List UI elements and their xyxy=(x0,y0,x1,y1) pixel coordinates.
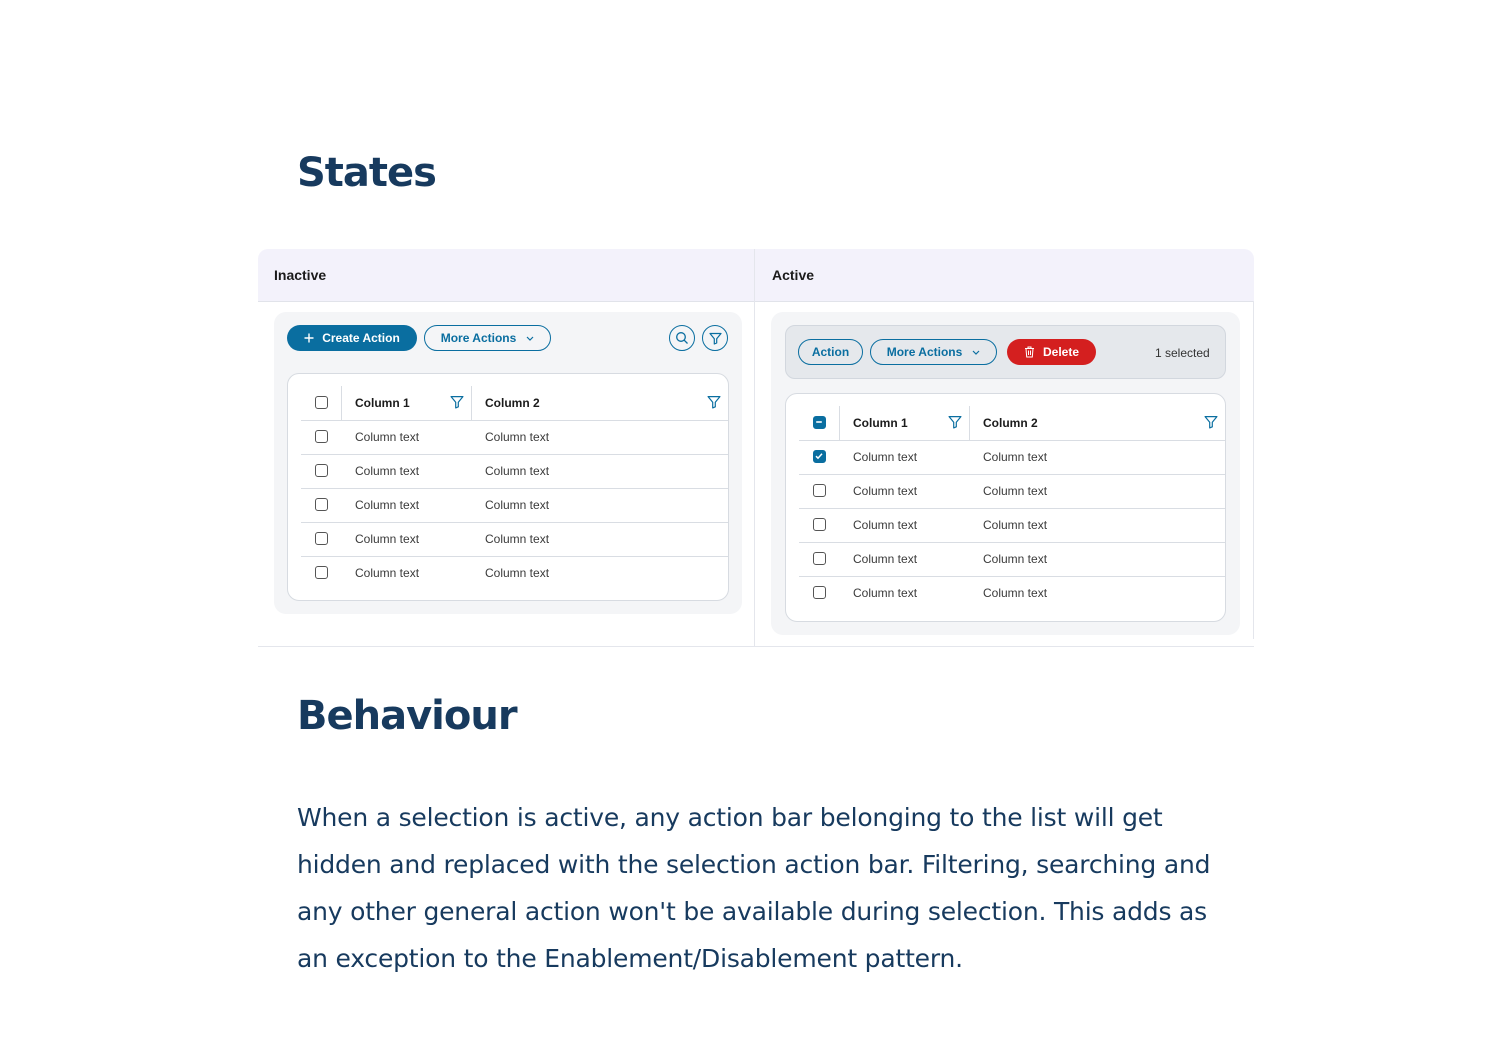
active-column-label: Active xyxy=(772,267,815,283)
select-all-checkbox[interactable] xyxy=(813,416,826,429)
states-heading: States xyxy=(297,150,436,196)
delete-button[interactable] xyxy=(1007,339,1096,365)
column-1-filter-icon[interactable] xyxy=(948,415,962,429)
delete-label: Delete xyxy=(1042,345,1080,359)
inactive-example-panel xyxy=(274,312,742,614)
more-actions-button[interactable] xyxy=(870,339,997,365)
column-1-header: Column 1 xyxy=(853,416,908,430)
selected-count: 1 selected xyxy=(1155,346,1210,360)
more-actions-label: More Actions xyxy=(886,345,963,359)
cell-column-2: Column text xyxy=(983,586,1048,600)
cell-column-1: Column text xyxy=(355,498,420,512)
active-data-table xyxy=(785,393,1226,622)
table-row[interactable] xyxy=(799,542,1225,577)
table-header-row xyxy=(301,386,728,421)
header-separator xyxy=(839,406,840,440)
active-example-panel xyxy=(771,312,1240,635)
cell-column-2: Column text xyxy=(983,518,1048,532)
column-1-header: Column 1 xyxy=(355,396,410,410)
row-checkbox[interactable] xyxy=(315,430,328,443)
column-2-filter-icon[interactable] xyxy=(1204,415,1218,429)
cell-column-1: Column text xyxy=(355,464,420,478)
states-comparison-table xyxy=(258,249,1254,647)
selection-action-bar xyxy=(785,325,1226,379)
behaviour-heading: Behaviour xyxy=(297,693,517,739)
select-all-checkbox[interactable] xyxy=(315,396,328,409)
cell-column-2: Column text xyxy=(983,450,1048,464)
filter-icon xyxy=(709,332,722,345)
cell-column-1: Column text xyxy=(853,586,918,600)
table-row[interactable] xyxy=(301,454,728,489)
action-label: Action xyxy=(811,345,850,359)
behaviour-description: When a selection is active, any action bar belonging to the list will get hidden and replaced with the selection action bar. Filtering, searching and any other general action won't be available during selection. This adds as an exception to the Enablement/Disablement pattern. xyxy=(297,803,1211,973)
table-row[interactable] xyxy=(301,556,728,590)
row-checkbox[interactable] xyxy=(315,498,328,511)
table-row[interactable] xyxy=(799,474,1225,509)
cell-column-1: Column text xyxy=(853,450,918,464)
cell-column-1: Column text xyxy=(853,518,918,532)
chevron-down-icon xyxy=(526,336,534,341)
cell-column-2: Column text xyxy=(983,552,1048,566)
column-1-filter-icon[interactable] xyxy=(450,395,464,409)
search-icon xyxy=(675,331,689,345)
cell-column-2: Column text xyxy=(485,566,550,580)
inactive-column-label: Inactive xyxy=(274,267,327,283)
cell-column-1: Column text xyxy=(853,552,918,566)
action-button[interactable] xyxy=(798,339,863,365)
column-divider xyxy=(754,249,755,646)
cell-column-1: Column text xyxy=(355,566,420,580)
cell-column-1: Column text xyxy=(853,484,918,498)
column-2-filter-icon[interactable] xyxy=(707,395,721,409)
create-action-button[interactable] xyxy=(287,325,417,351)
row-checkbox[interactable] xyxy=(813,552,826,565)
create-action-label: Create Action xyxy=(322,331,400,345)
header-separator xyxy=(471,386,472,420)
trash-icon xyxy=(1024,346,1035,358)
right-edge-divider xyxy=(1253,301,1254,639)
search-button[interactable] xyxy=(669,325,695,351)
filter-button[interactable] xyxy=(702,325,728,351)
table-row[interactable] xyxy=(301,488,728,523)
cell-column-2: Column text xyxy=(485,532,550,546)
table-row[interactable] xyxy=(301,420,728,455)
cell-column-2: Column text xyxy=(485,430,550,444)
row-checkbox[interactable] xyxy=(315,566,328,579)
states-table-header xyxy=(258,249,1254,302)
header-separator xyxy=(341,386,342,420)
chevron-down-icon xyxy=(972,350,980,355)
plus-icon xyxy=(304,333,314,343)
cell-column-1: Column text xyxy=(355,532,420,546)
row-checkbox[interactable] xyxy=(813,518,826,531)
cell-column-2: Column text xyxy=(485,464,550,478)
row-checkbox[interactable] xyxy=(813,450,826,463)
row-checkbox[interactable] xyxy=(813,484,826,497)
row-checkbox[interactable] xyxy=(315,532,328,545)
cell-column-2: Column text xyxy=(485,498,550,512)
row-checkbox[interactable] xyxy=(813,586,826,599)
cell-column-2: Column text xyxy=(983,484,1048,498)
table-row[interactable] xyxy=(799,576,1225,610)
column-2-header: Column 2 xyxy=(485,396,540,410)
header-separator xyxy=(969,406,970,440)
more-actions-label: More Actions xyxy=(440,331,517,345)
column-2-header: Column 2 xyxy=(983,416,1038,430)
table-row[interactable] xyxy=(799,440,1225,475)
table-row[interactable] xyxy=(799,508,1225,543)
table-row[interactable] xyxy=(301,522,728,557)
table-header-row xyxy=(799,406,1225,441)
cell-column-1: Column text xyxy=(355,430,420,444)
inactive-data-table xyxy=(287,373,729,601)
row-checkbox[interactable] xyxy=(315,464,328,477)
more-actions-button[interactable] xyxy=(424,325,551,351)
